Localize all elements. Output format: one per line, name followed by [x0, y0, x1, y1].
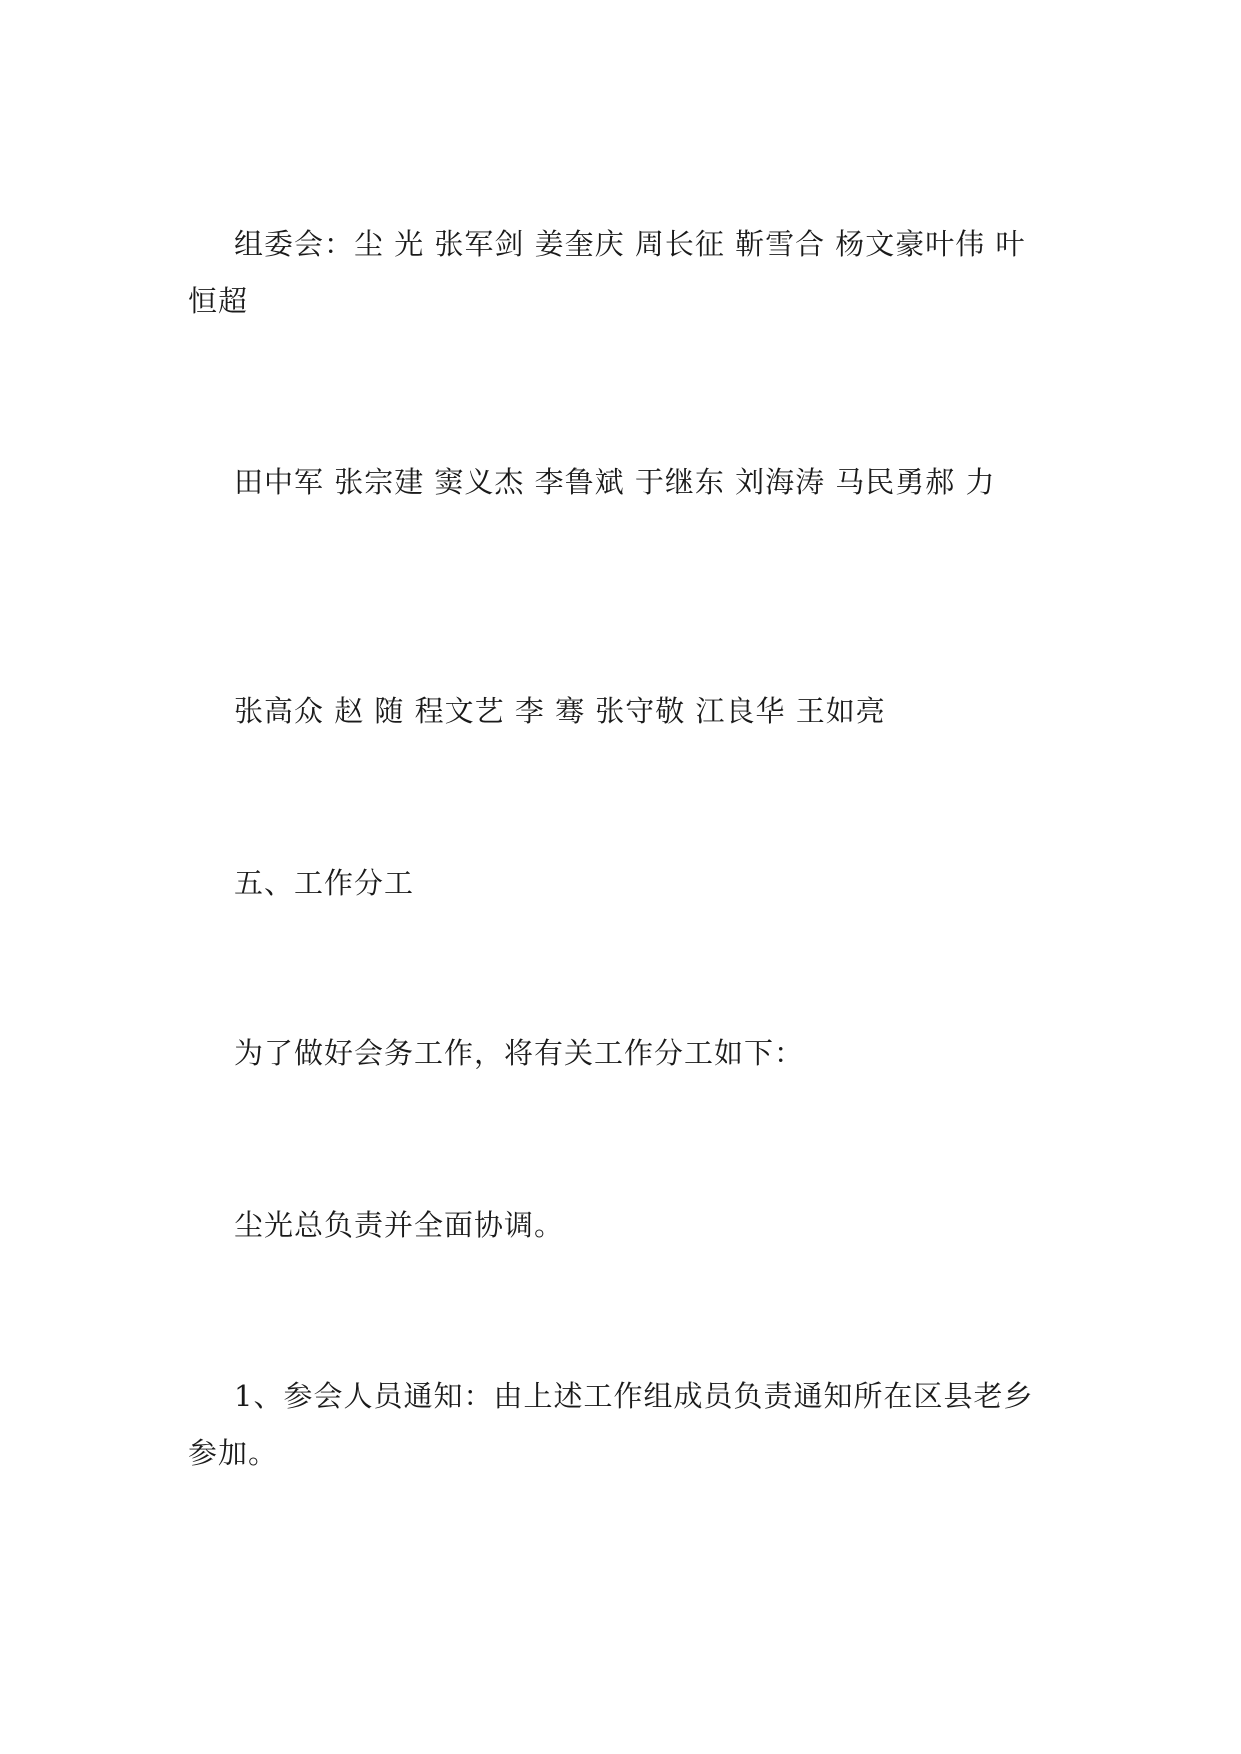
overall-responsibility-paragraph: 尘光总负责并全面协调。 — [234, 1208, 565, 1242]
intro-paragraph: 为了做好会务工作，将有关工作分工如下： — [234, 1036, 805, 1070]
members-paragraph-2: 张高众 赵 随 程文艺 李 骞 张守敬 江良华 王如亮 — [234, 694, 886, 728]
notification-paragraph: 1、参会人员通知：由上述工作组成员负责通知所在区县老乡参加。 — [188, 1379, 1034, 1470]
members-paragraph-1: 田中军 张宗建 窦义杰 李鲁斌 于继东 刘海涛 马民勇郝 力 — [234, 465, 996, 499]
section-heading: 五、工作分工 — [234, 866, 415, 900]
organizing-committee-paragraph: 组委会：尘 光 张军剑 姜奎庆 周长征 靳雪合 杨文豪叶伟 叶恒超 — [188, 227, 1026, 318]
